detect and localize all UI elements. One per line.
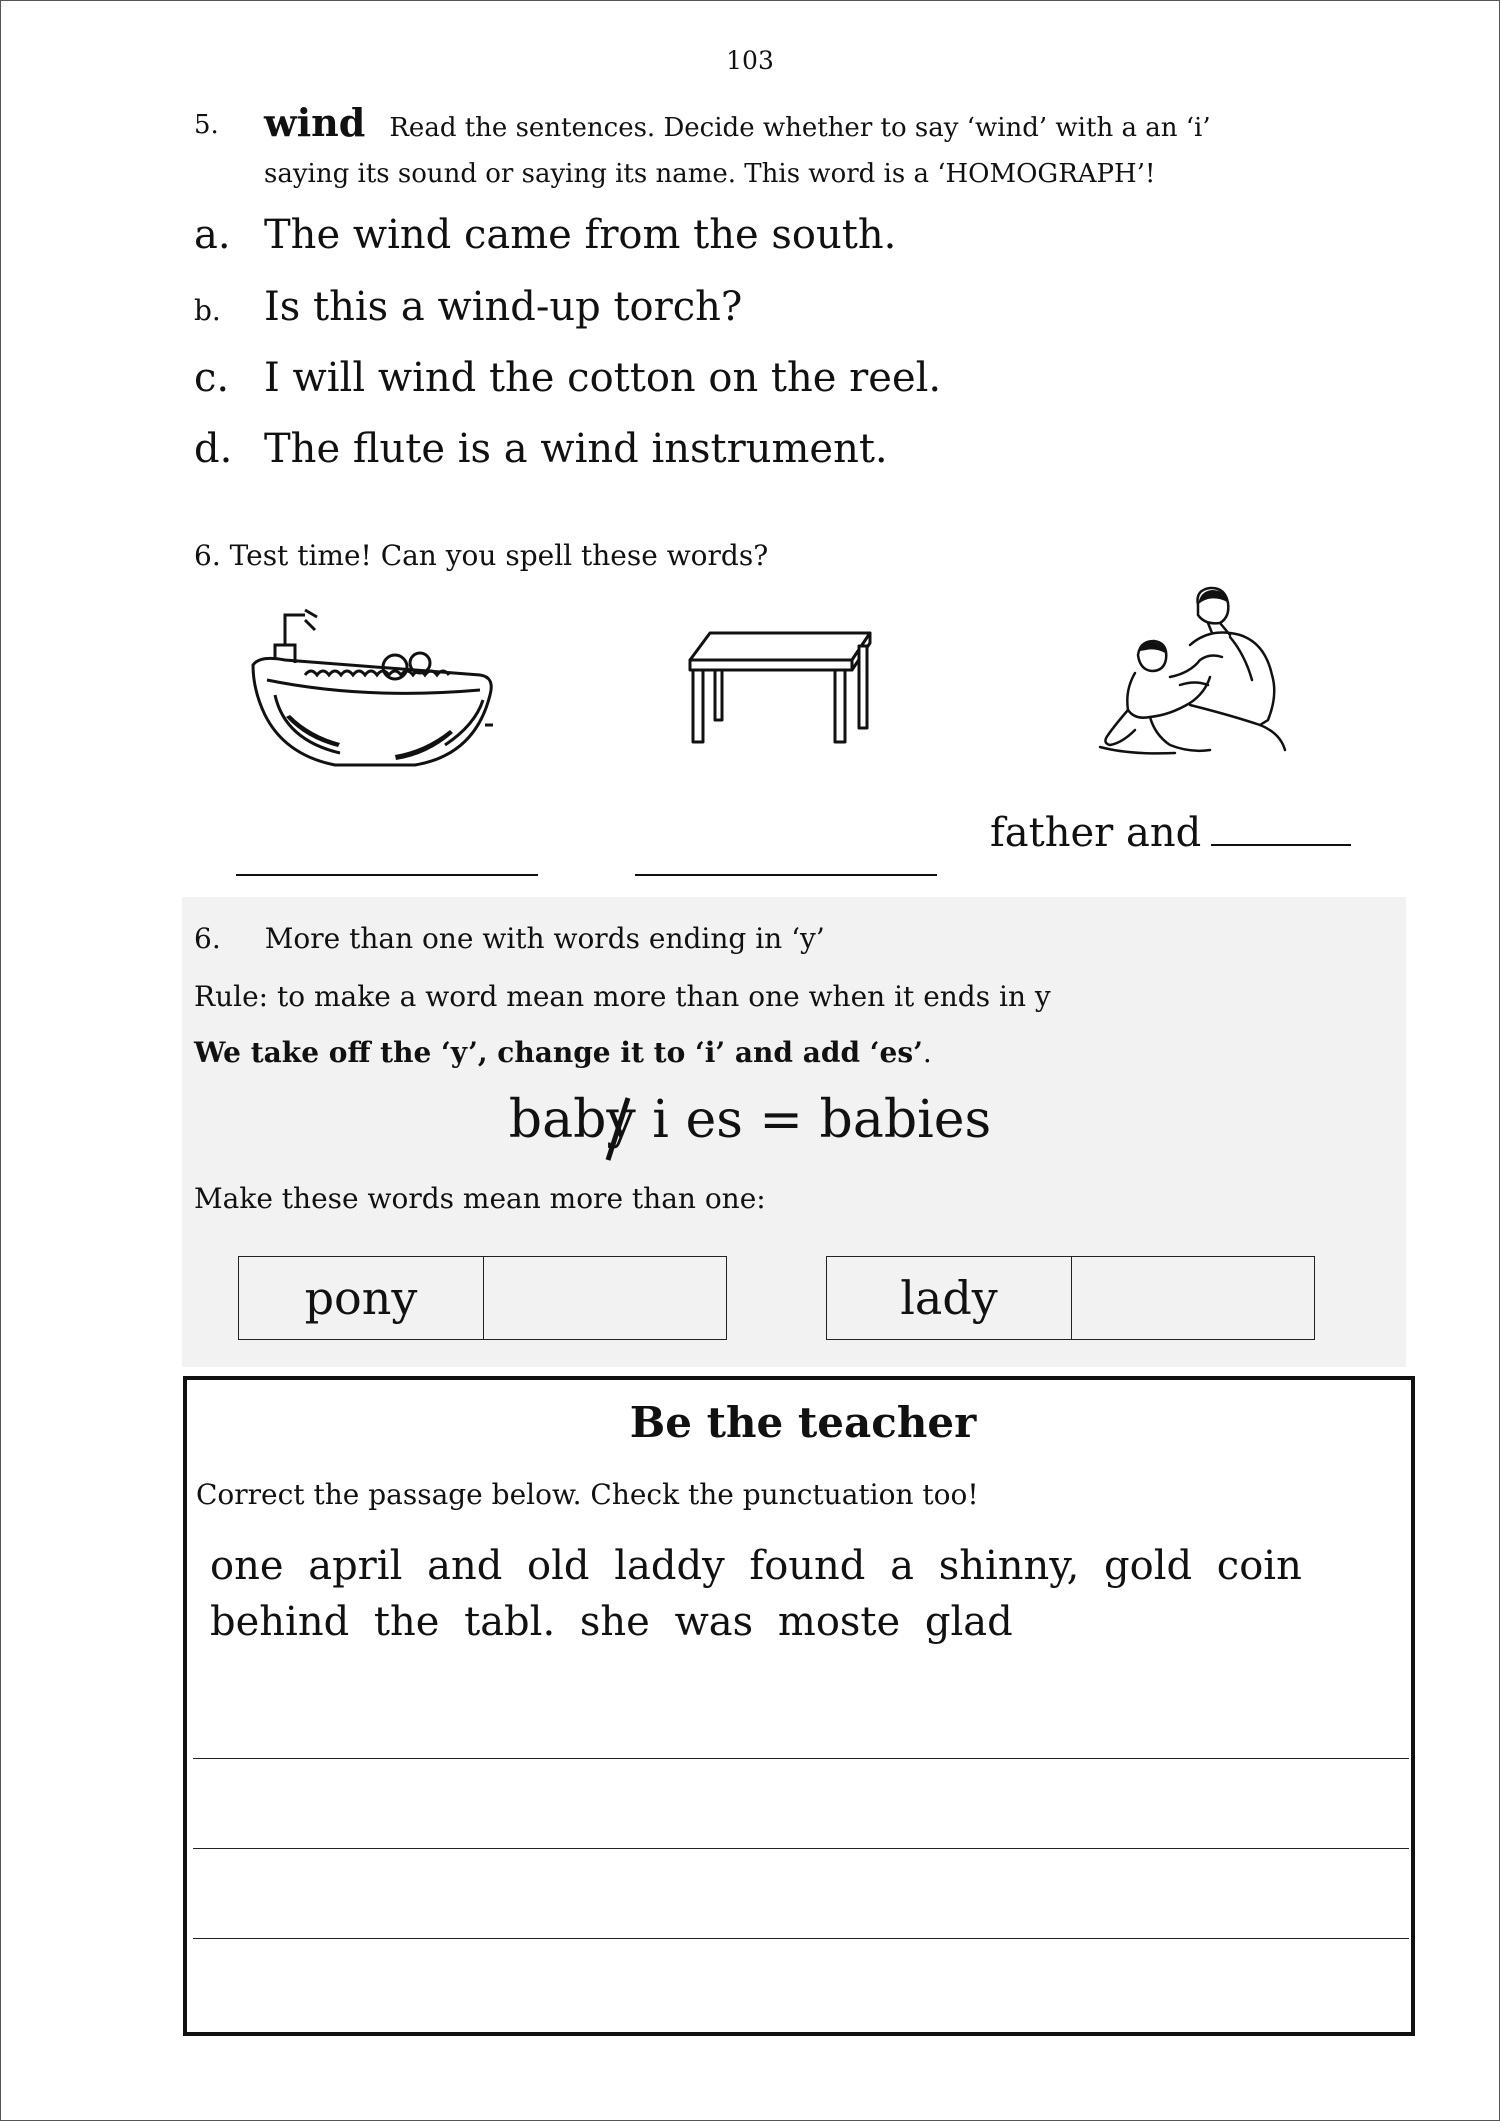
sentence-b	[194, 284, 742, 330]
father-and-label: father and	[990, 810, 1202, 856]
q6-plural-title: More than one with words ending in ‘y’	[264, 922, 825, 955]
sentence-c	[194, 355, 941, 401]
example-crossed-y	[606, 1090, 635, 1150]
writing-line[interactable]	[193, 1848, 1409, 1849]
passage-text	[210, 1538, 1310, 1650]
rule-bold-line	[194, 1036, 932, 1069]
sentence-text: The flute is a wind instrument.	[264, 426, 888, 472]
plural-answer-box-pony[interactable]	[484, 1257, 725, 1339]
strike-slash-icon	[600, 1094, 634, 1166]
table-picture	[685, 628, 875, 748]
rule-bold-end: .	[922, 1036, 932, 1069]
baby-example	[0, 1090, 1500, 1150]
q5-word: wind	[264, 100, 366, 145]
writing-line[interactable]	[193, 1758, 1409, 1759]
q5-number: 5.	[194, 110, 219, 140]
plural-word-pony: pony	[239, 1257, 484, 1339]
q6-test-title: 6. Test time! Can you spell these words?	[194, 539, 769, 572]
father-and-answer	[990, 810, 1351, 856]
bathtub-picture	[245, 605, 505, 775]
sentence-text: Is this a wind-up torch?	[264, 284, 743, 330]
plural-word-lady: lady	[827, 1257, 1072, 1339]
sentence-text: The wind came from the south.	[264, 212, 897, 258]
sentence-text: I will wind the cotton on the reel.	[264, 355, 942, 401]
sentence-d	[194, 426, 888, 472]
q6-plural-number: 6.	[194, 922, 221, 955]
writing-line[interactable]	[193, 1938, 1409, 1939]
example-y-letter: y	[606, 1090, 636, 1150]
example-rest: i es = babies	[635, 1090, 992, 1150]
answer-line-bathtub[interactable]	[236, 874, 538, 876]
answer-line-child[interactable]	[1211, 812, 1351, 846]
plural-table-lady	[826, 1256, 1315, 1340]
father-and-child-picture	[1080, 585, 1295, 760]
sentence-letter: d.	[194, 426, 233, 472]
plural-table-pony	[238, 1256, 727, 1340]
rule-text: Rule: to make a word mean more than one when it ends in y	[194, 980, 1051, 1013]
example-base: bab	[508, 1090, 607, 1150]
plural-answer-box-lady[interactable]	[1072, 1257, 1313, 1339]
teacher-instruction: Correct the passage below. Check the punctuation too!	[196, 1478, 979, 1511]
page-number: 103	[726, 46, 774, 75]
sentence-letter: a.	[194, 212, 231, 258]
sentence-letter: c.	[194, 355, 230, 401]
teacher-title: Be the teacher	[629, 1398, 977, 1447]
q6-plural-heading	[194, 922, 825, 955]
passage-line-2: behind the tabl. she was moste glad	[210, 1599, 1013, 1645]
plural-prompt: Make these words mean more than one:	[194, 1182, 766, 1215]
be-the-teacher-box	[183, 1376, 1415, 2036]
passage-line-1: one april and old laddy found a shinny, gold coin	[210, 1543, 1302, 1589]
q5-instruction-line2: saying its sound or saying its name. This word is a ‘HOMOGRAPH’!	[264, 159, 1156, 189]
q5-instructions	[264, 98, 1324, 199]
sentence-a	[194, 212, 896, 258]
answer-line-table[interactable]	[635, 874, 937, 876]
rule-bold-text: We take off the ‘y’, change it to ‘i’ and add ‘es’	[194, 1036, 923, 1069]
q5-instruction-line1: Read the sentences. Decide whether to say ‘wind’ with a an ‘i’	[389, 113, 1211, 143]
sentence-letter: b.	[194, 294, 221, 327]
